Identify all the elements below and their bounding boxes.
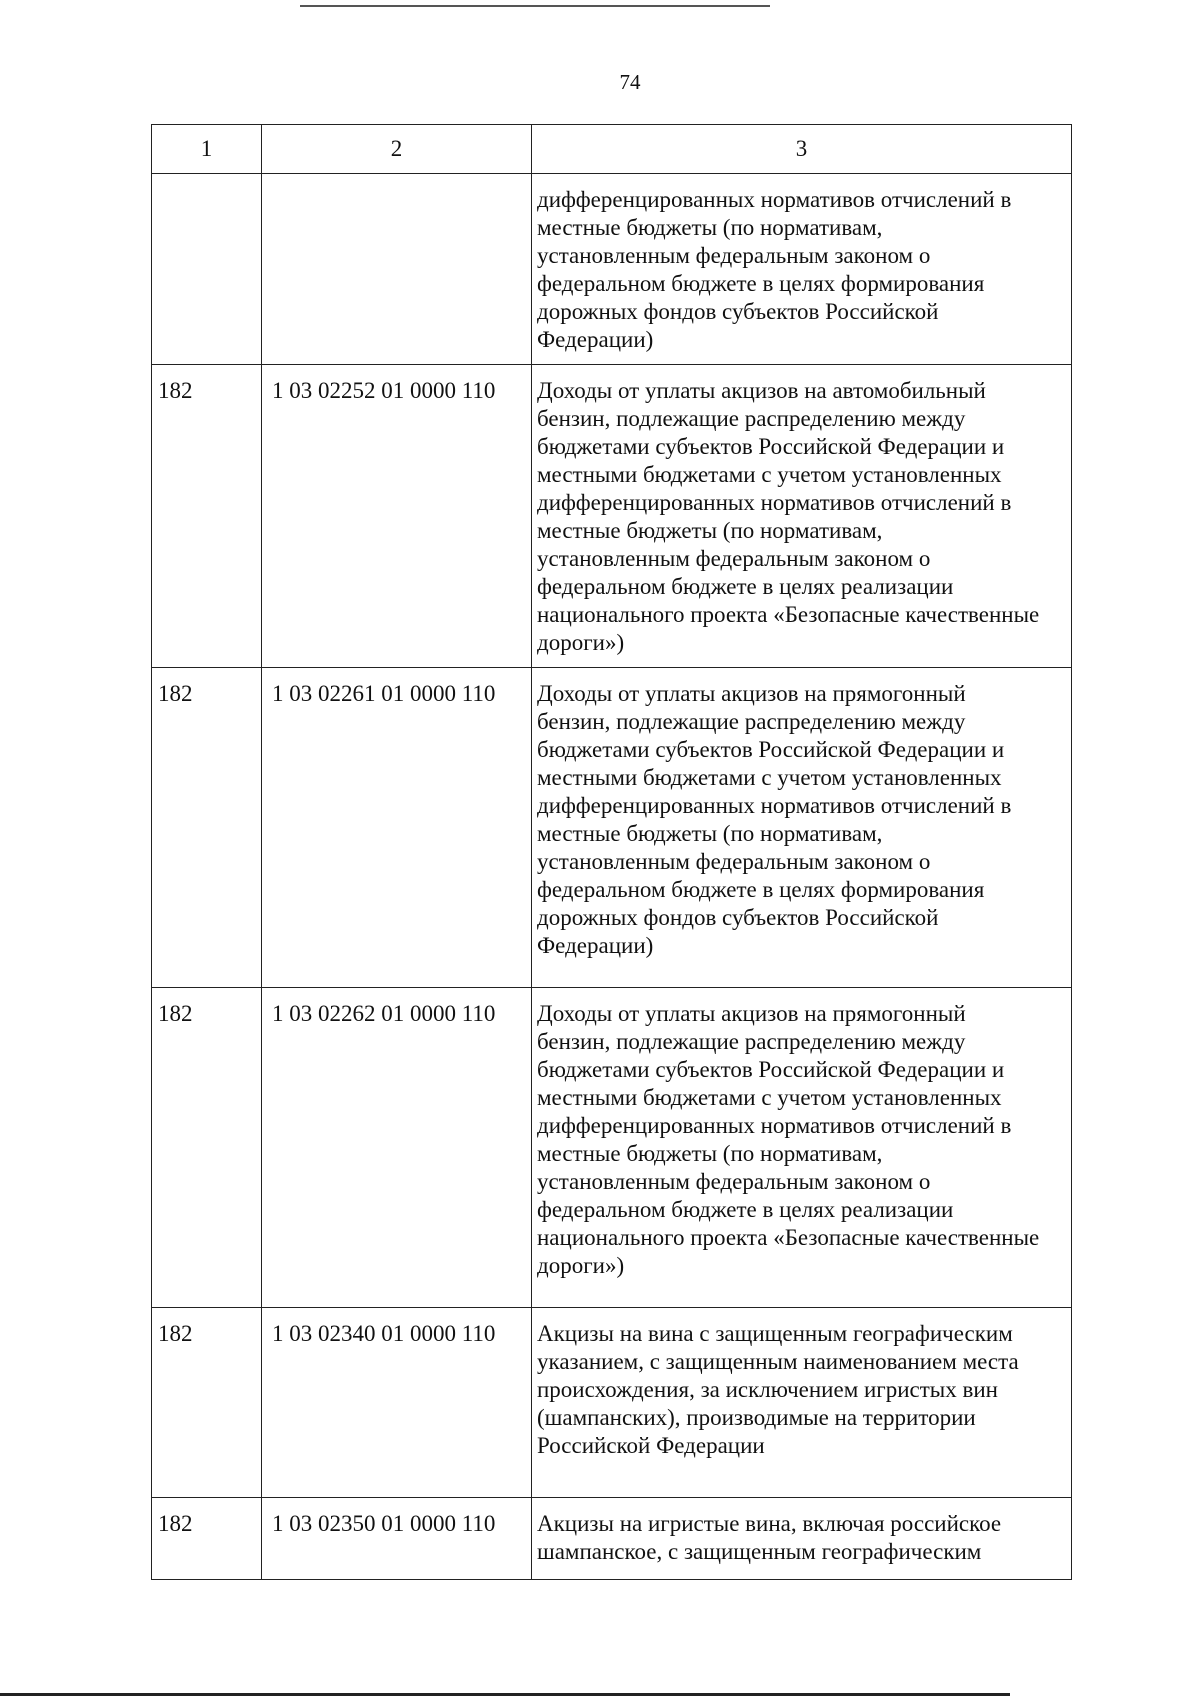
description-line: указанием, с защищенным наименованием места [537,1349,1019,1374]
code-admin-text: 182 [158,1511,193,1536]
description-line: бюджетами субъектов Российской Федерации и [537,434,1005,459]
budget-codes-table [151,124,1072,1580]
description-line: Акцизы на игристые вина, включая российское [537,1511,1002,1536]
budget-code-cell [262,1498,532,1580]
page-number: 74 [619,70,641,94]
code-admin-text: 182 [158,1321,193,1346]
description-line: происхождения, за исключением игристых вин [537,1377,998,1402]
description-line: дорожных фондов субъектов Российской [537,905,939,930]
description-text [532,365,1071,667]
table-row [152,1308,1072,1498]
description-text [532,668,1071,970]
header-col-3: 3 [532,125,1072,174]
description-cell [532,1498,1072,1580]
description-line: Федерации) [537,933,654,958]
description-line: дифференцированных нормативов отчислений в [537,490,1012,515]
table-row [152,988,1072,1308]
code-admin-text: 182 [158,681,193,706]
table-row [152,1498,1072,1580]
description-line: местные бюджеты (по нормативам, [537,1141,883,1166]
budget-code-cell [262,1308,532,1498]
description-line: федеральном бюджете в целях формирования [537,877,985,902]
description-cell [532,174,1072,365]
description-line: дифференцированных нормативов отчислений в [537,1113,1012,1138]
code-admin-cell [152,1498,262,1580]
description-line: бензин, подлежащие распределению между [537,709,966,734]
description-line: бензин, подлежащие распределению между [537,406,966,431]
description-text [532,1498,1071,1576]
code-admin-cell [152,365,262,668]
budget-code-text: 1 03 02350 01 0000 110 [272,1511,496,1536]
description-text [532,1308,1071,1470]
description-line: федеральном бюджете в целях формирования [537,271,985,296]
description-line: бюджетами субъектов Российской Федерации и [537,1057,1005,1082]
description-line: Доходы от уплаты акцизов на прямогонный [537,681,966,706]
description-line: Доходы от уплаты акцизов на автомобильный [537,378,986,403]
bottom-scan-rule [0,1693,1010,1696]
description-line: дифференцированных нормативов отчислений в [537,187,1012,212]
code-admin-cell [152,174,262,365]
description-line: местные бюджеты (по нормативам, [537,518,883,543]
code-admin-text [152,174,261,196]
code-admin-cell [152,668,262,988]
description-line: установленным федеральным законом о [537,546,931,571]
description-line: местными бюджетами с учетом установленных [537,462,1002,487]
description-line: (шампанских), производимые на территории [537,1405,976,1430]
code-admin-text: 182 [158,378,193,403]
code-admin-cell [152,988,262,1308]
description-cell [532,988,1072,1308]
table-row [152,365,1072,668]
budget-code-cell [262,365,532,668]
description-line: национального проекта «Безопасные качественные [537,602,1040,627]
description-line: Российской Федерации [537,1433,765,1458]
description-line: дороги») [537,630,625,655]
description-line: федеральном бюджете в целях реализации [537,1197,954,1222]
description-line: дороги») [537,1253,625,1278]
description-line: местные бюджеты (по нормативам, [537,821,883,846]
description-text [532,174,1071,364]
description-line: шампанское, с защищенным географическим [537,1539,982,1564]
description-cell [532,668,1072,988]
description-line: местными бюджетами с учетом установленных [537,1085,1002,1110]
budget-code-text [262,174,531,196]
description-line: Федерации) [537,327,654,352]
budget-code-cell [262,174,532,365]
description-line: бюджетами субъектов Российской Федерации и [537,737,1005,762]
description-line: Акцизы на вина с защищенным географическим [537,1321,1013,1346]
description-line: федеральном бюджете в целях реализации [537,574,954,599]
table-body [152,174,1072,1580]
description-text [532,988,1071,1290]
code-admin-text: 182 [158,1001,193,1026]
description-cell [532,365,1072,668]
description-line: дифференцированных нормативов отчислений в [537,793,1012,818]
code-admin-cell [152,1308,262,1498]
budget-code-cell [262,988,532,1308]
description-line: местные бюджеты (по нормативам, [537,215,883,240]
description-line: Доходы от уплаты акцизов на прямогонный [537,1001,966,1026]
description-line: установленным федеральным законом о [537,1169,931,1194]
header-col-1: 1 [152,125,262,174]
description-cell [532,1308,1072,1498]
description-line: национального проекта «Безопасные качественные [537,1225,1040,1250]
description-line: бензин, подлежащие распределению между [537,1029,966,1054]
description-line: дорожных фондов субъектов Российской [537,299,939,324]
description-line: установленным федеральным законом о [537,849,931,874]
budget-code-text: 1 03 02262 01 0000 110 [272,1001,496,1026]
budget-code-text: 1 03 02340 01 0000 110 [272,1321,496,1346]
top-scan-rule [300,5,770,7]
header-col-2: 2 [262,125,532,174]
budget-code-cell [262,668,532,988]
table-row [152,668,1072,988]
description-line: местными бюджетами с учетом установленных [537,765,1002,790]
budget-code-text: 1 03 02261 01 0000 110 [272,681,496,706]
budget-code-text: 1 03 02252 01 0000 110 [272,378,496,403]
table-header-row [152,125,1072,174]
description-line: установленным федеральным законом о [537,243,931,268]
table-row [152,174,1072,365]
